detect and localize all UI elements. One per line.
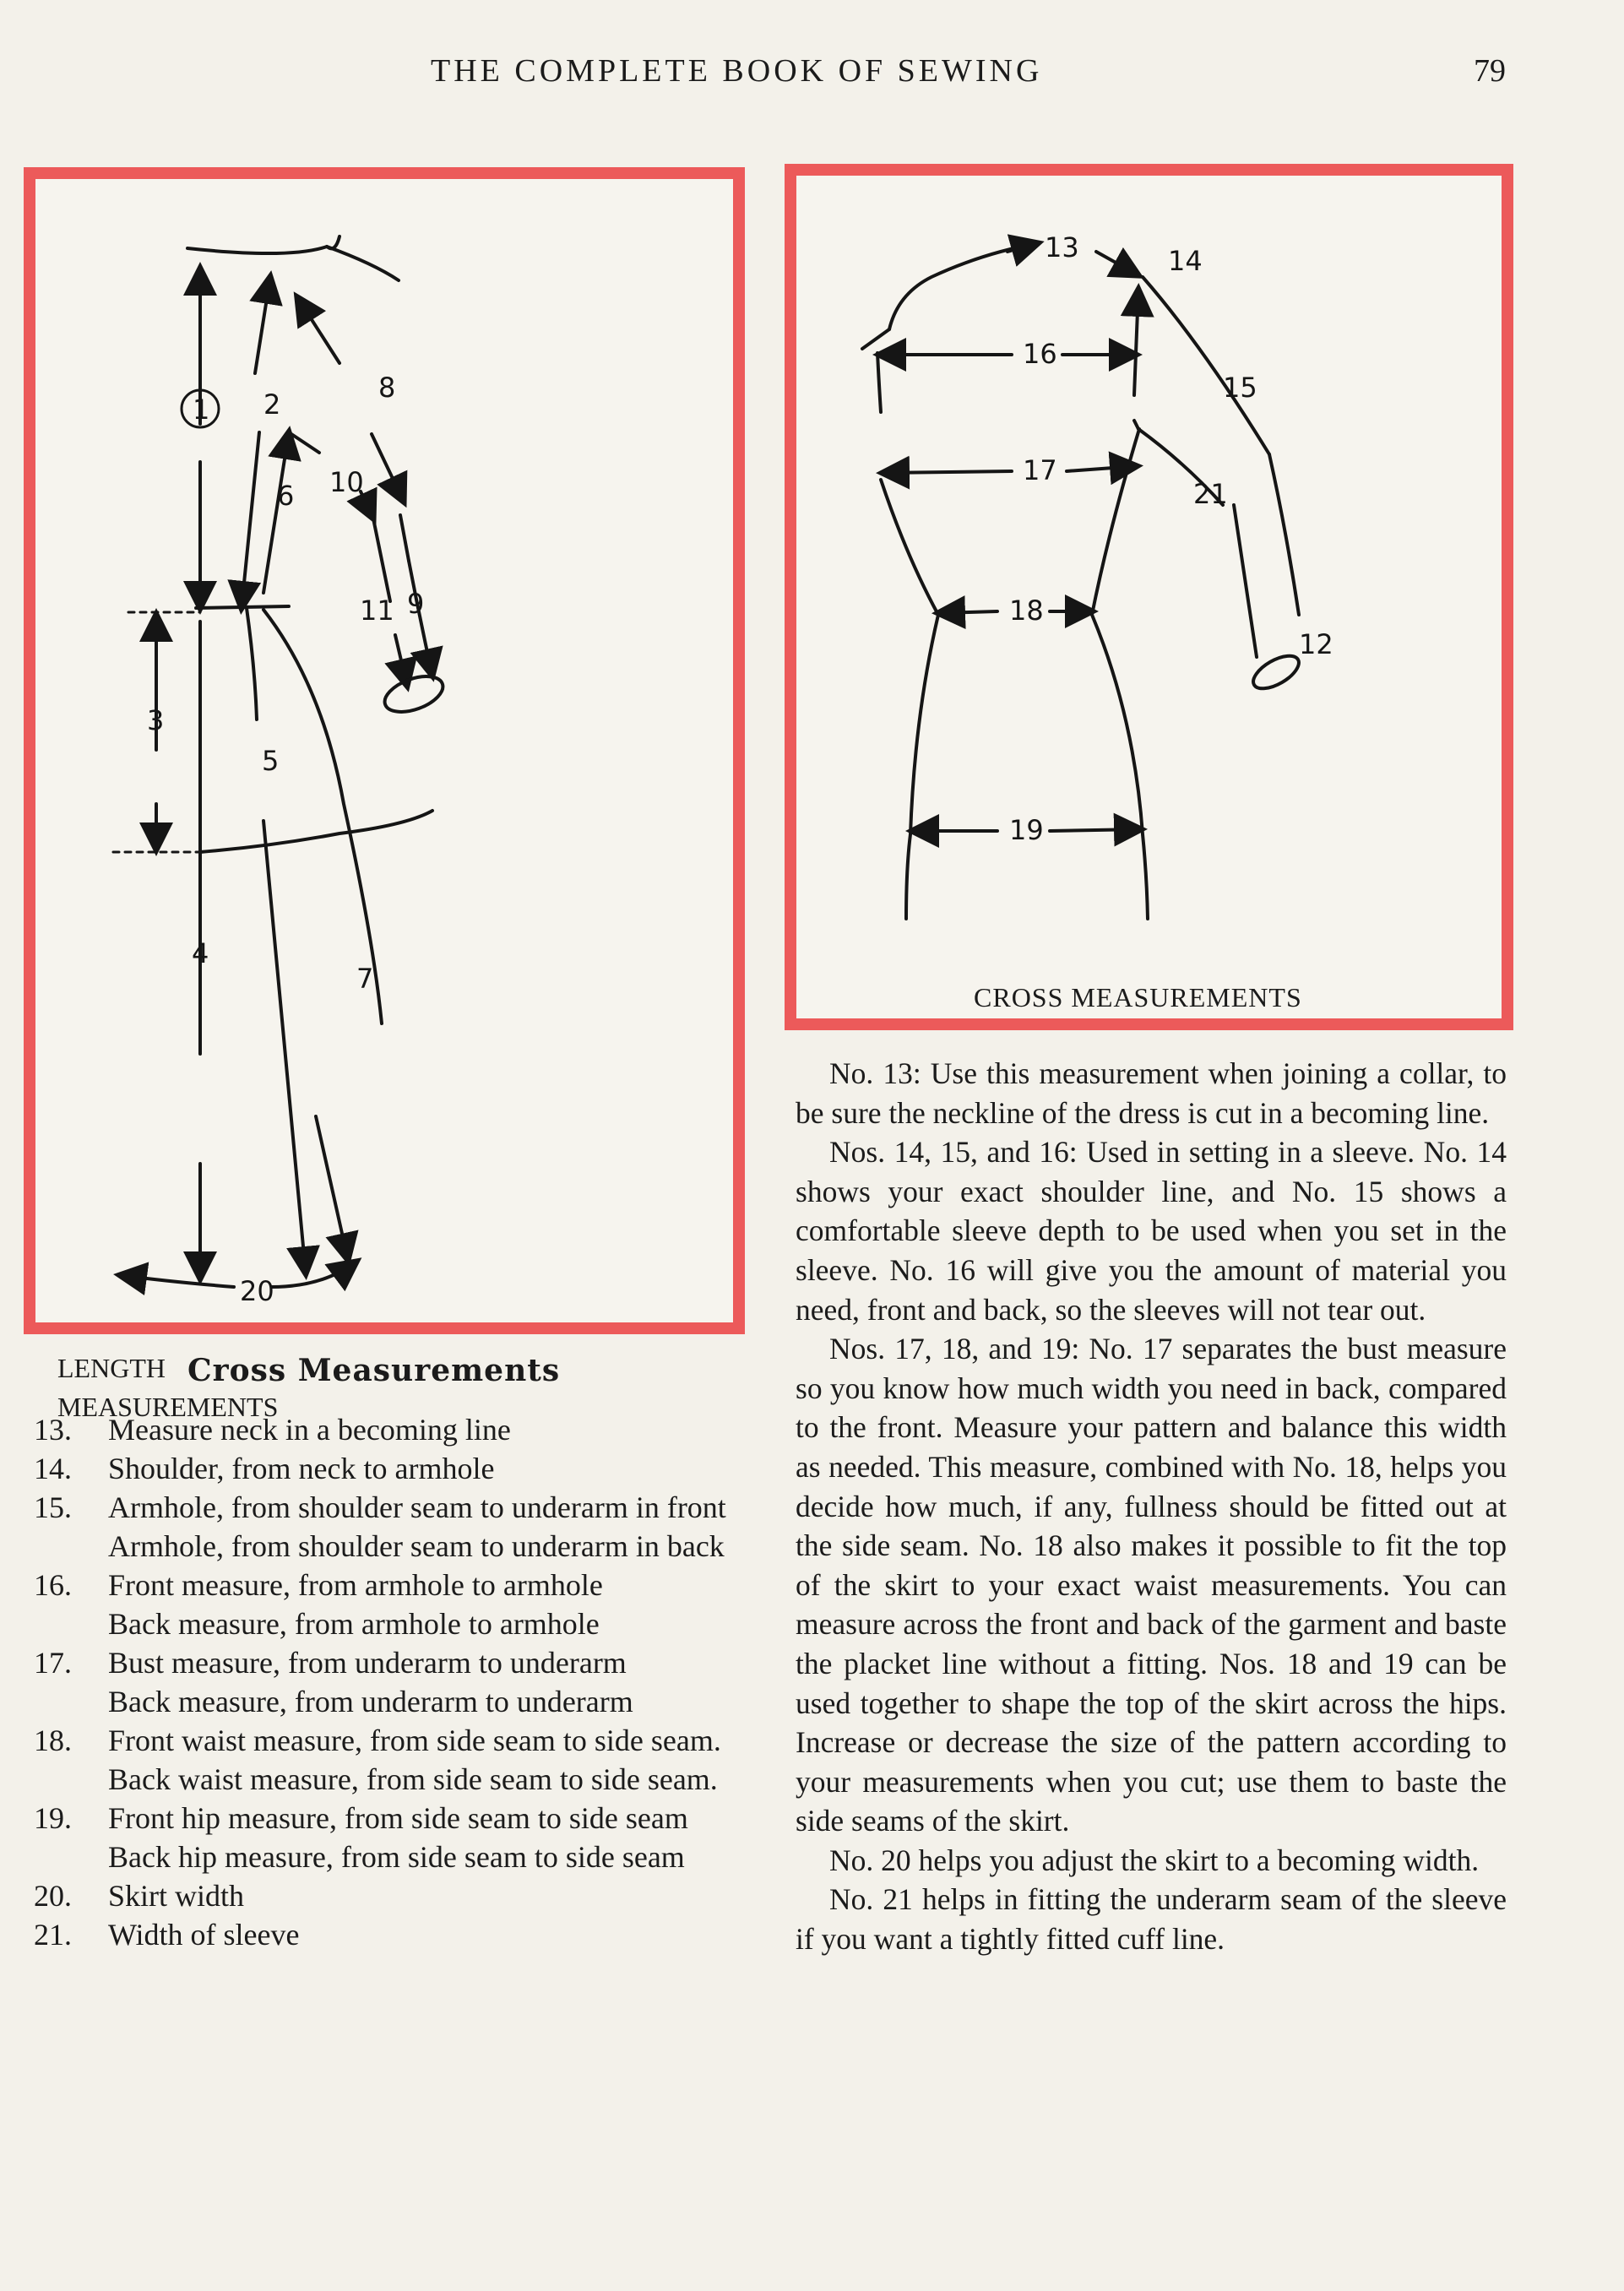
dress-form-front-diagram <box>796 176 1502 1018</box>
label-9: 9 <box>407 588 425 620</box>
list-item <box>34 1721 752 1760</box>
list-item-sub: Back hip measure, from side seam to side seam <box>108 1840 685 1874</box>
label-12: 12 <box>1299 628 1333 660</box>
list-item-number: 14. <box>34 1452 72 1485</box>
paragraph: Nos. 14, 15, and 16: Used in setting in a sleeve. No. 14 shows your exact shoulder line, and No. 15 shows a comfortable sleeve depth to be used when you set in the sleeve. No. 16 will give you the amount of material you need, front and back, so the sleeves will not tear out. <box>796 1135 1507 1327</box>
label-14: 14 <box>1168 245 1203 277</box>
list-item-text: Shoulder, from neck to armhole <box>108 1452 495 1485</box>
list-item-sub: Back measure, from underarm to underarm <box>108 1685 633 1718</box>
list-item-text: Skirt width <box>108 1879 245 1913</box>
list-item <box>34 1566 752 1604</box>
list-item-number: 18. <box>34 1724 72 1757</box>
list-item-number: 19. <box>34 1801 72 1835</box>
label-5: 5 <box>262 745 280 777</box>
list-item <box>34 1488 752 1527</box>
running-head: THE COMPLETE BOOK OF SEWING <box>431 53 1043 89</box>
list-item-text: Armhole, from shoulder seam to underarm in front <box>108 1490 726 1524</box>
paragraph: No. 20 helps you adjust the skirt to a becoming width. <box>829 1843 1480 1877</box>
label-20: 20 <box>240 1275 274 1307</box>
list-item <box>34 1449 752 1488</box>
paragraph: No. 21 helps in fitting the underarm seam of the sleeve if you want a tightly fitted cuff line. <box>796 1882 1507 1957</box>
list-item-number: 17. <box>34 1646 72 1680</box>
label-13: 13 <box>1045 231 1079 263</box>
cross-measurements-figure <box>785 164 1513 1030</box>
list-item-number: 16. <box>34 1568 72 1602</box>
body-text <box>796 1054 1507 1959</box>
list-item-number: 15. <box>34 1490 72 1524</box>
label-8: 8 <box>378 372 396 404</box>
label-15: 15 <box>1223 372 1257 404</box>
list-item-sub: Back waist measure, from side seam to side seam. <box>108 1762 718 1796</box>
list-item-text: Front measure, from armhole to armhole <box>108 1568 603 1602</box>
page-number: 79 <box>1474 53 1506 89</box>
list-item-sub: Armhole, from shoulder seam to underarm in back <box>108 1529 725 1563</box>
list-item-text: Front hip measure, from side seam to side seam <box>108 1801 688 1835</box>
list-item <box>34 1799 752 1838</box>
label-21: 21 <box>1193 478 1228 510</box>
label-19: 19 <box>1009 814 1044 846</box>
list-item-text: Measure neck in a becoming line <box>108 1413 511 1447</box>
paragraph: Nos. 17, 18, and 19: No. 17 separates the bust measure so you know how much width you need in back, compared to the front. Measure your pattern and balance this width as needed. This measure, combined with No. 18, helps you decide how much, if any, fullness should be fitted out at the side seam. No. 18 also makes it possible to fit the top of the skirt to your exact waist measurements. You can measure across the front and back of the garment and baste the placket line without a fitting. Nos. 18 and 19 can be used together to shape the top of the skirt across the hips. Increase or decrease the size of the pattern according to your measurements when you cut; use them to baste the side seams of the skirt. <box>796 1332 1507 1838</box>
label-3: 3 <box>147 704 165 736</box>
list-item <box>34 1643 752 1682</box>
cross-measurements-list <box>34 1410 752 1954</box>
cross-measurements-heading: Cross Measurements <box>187 1353 561 1388</box>
label-17: 17 <box>1023 454 1057 486</box>
list-item-text: Width of sleeve <box>108 1918 300 1952</box>
label-1: 1 <box>193 394 210 426</box>
length-measurements-caption: LENGTH MEASUREMENTS <box>57 1353 279 1422</box>
label-16: 16 <box>1023 338 1057 370</box>
label-10: 10 <box>329 466 364 498</box>
list-item <box>34 1915 752 1954</box>
cross-measurements-caption: CROSS MEASUREMENTS <box>974 982 1302 1012</box>
list-item <box>34 1410 752 1449</box>
label-7: 7 <box>356 963 374 995</box>
list-item-number: 21. <box>34 1918 72 1952</box>
list-item-text: Front waist measure, from side seam to side seam. <box>108 1724 721 1757</box>
label-2: 2 <box>263 388 281 421</box>
label-4: 4 <box>192 937 209 969</box>
label-18: 18 <box>1009 594 1044 627</box>
list-item-number: 20. <box>34 1879 72 1913</box>
dress-form-side-diagram <box>35 179 733 1322</box>
list-item <box>34 1876 752 1915</box>
paragraph: No. 13: Use this measurement when joining a collar, to be sure the neckline of the dress is cut in a becoming line. <box>796 1056 1507 1130</box>
list-item-text: Bust measure, from underarm to underarm <box>108 1646 627 1680</box>
list-item-sub: Back measure, from armhole to armhole <box>108 1607 600 1641</box>
label-11: 11 <box>360 594 394 627</box>
label-6: 6 <box>277 480 295 512</box>
list-item-number: 13. <box>34 1413 72 1447</box>
